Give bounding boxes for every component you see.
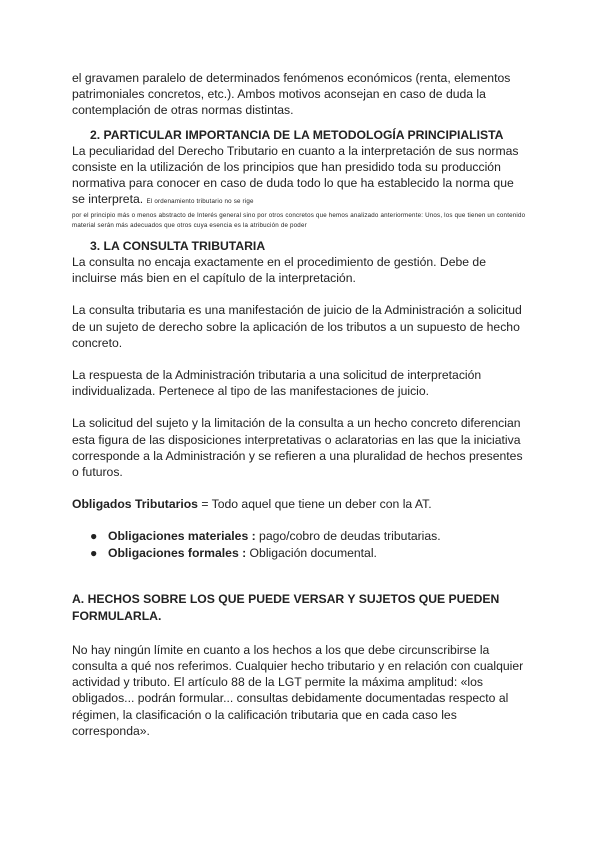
- bullet-icon: ●: [90, 529, 98, 544]
- paragraph-section-2: [72, 143, 528, 211]
- paragraph-consulta-2: La consulta tributaria es una manifestación de juicio de la Administración a solicitud de un sujeto de derecho sobre la aplicación de los tributos a un supuesto de hecho concreto.: [72, 303, 522, 350]
- list-item-term: Obligaciones formales :: [108, 545, 247, 560]
- bullet-icon: ●: [90, 545, 98, 560]
- heading-section-2: 2. PARTICULAR IMPORTANCIA DE LA METODOLOGÍA PRINCIPIALISTA: [90, 127, 504, 142]
- list-item: [72, 528, 528, 544]
- paragraph-consulta-3: La respuesta de la Administración tributaria a una solicitud de interpretación individualizada. Pertenece al tipo de las manifestaciones de juicio.: [72, 368, 482, 399]
- small-text-paragraph: por el principio más o menos abstracto de Interés general sino por otros concretos que hemos analizado anteriormente: Unos, los que tienen un contenido material serán más adecuados que otros cuya esencia es la atribución de poder: [72, 211, 526, 230]
- list-item-text: pago/cobro de deudas tributarias.: [255, 529, 441, 544]
- paragraph-intro: el gravamen paralelo de determinados fenómenos económicos (renta, elementos patrimoniales concretos, etc.). Ambos motivos aconsejan en caso de duda la contemplación de otras normas distintas.: [72, 71, 511, 118]
- paragraph-consulta-1: La consulta no encaja exactamente en el procedimiento de gestión. Debe de incluirse más bien en el capítulo de la interpretación.: [72, 255, 486, 286]
- list-item-text: Obligación documental.: [246, 545, 377, 560]
- obligaciones-list: [72, 528, 528, 560]
- list-item: [72, 545, 528, 561]
- small-text-inline: El ordenamiento tributario no se rige: [146, 198, 254, 206]
- paragraph-section-2-text: La peculiaridad del Derecho Tributario en cuanto a la interpretación de sus normas consiste en la utilización de los principios que han presidido toda su producción normativa para conocer en caso de duda todo lo que ha establecido la norma que se interpreta.: [72, 143, 519, 207]
- obligados-definition: [72, 496, 528, 512]
- list-item-term: Obligaciones materiales :: [108, 529, 256, 544]
- heading-section-3: 3. LA CONSULTA TRIBUTARIA: [90, 238, 266, 253]
- paragraph-section-a: No hay ningún límite en cuanto a los hechos a los que debe circunscribirse la consulta a qué nos referimos. Cualquier hecho tributario y en relación con cualquier actividad y tributo. El artículo 88 de la LGT permite la máxima amplitud: «los obligados... podrán formular... consultas debidamente documentadas respecto al régimen, la clasificación o la calificación tributaria que en cada caso les corresponda».: [72, 642, 524, 738]
- paragraph-consulta-4: La solicitud del sujeto y la limitación de la consulta a un hecho concreto diferencian esta figura de las disposiciones interpretativas o aclaratorias en las que la iniciativa corresponde a la Administración y se refieren a una pluralidad de hechos presentes o futuros.: [72, 416, 523, 480]
- heading-section-a: A. HECHOS SOBRE LOS QUE PUEDE VERSAR Y SUJETOS QUE PUEDEN FORMULARLA.: [72, 591, 500, 624]
- obligados-rest: = Todo aquel que tiene un deber con la AT.: [197, 497, 432, 512]
- obligados-term: Obligados Tributarios: [72, 497, 198, 512]
- document-page: [72, 70, 528, 739]
